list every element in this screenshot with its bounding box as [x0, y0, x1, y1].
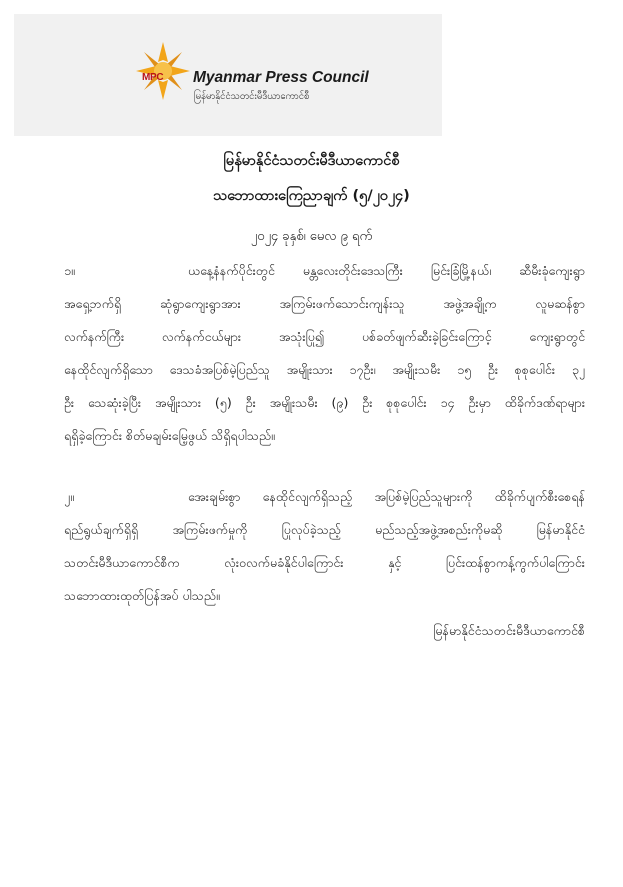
paragraph-text: အေးချမ်းစွာ နေထိုင်လျက်ရှိသည့် အပြစ်မဲ့ပြည်သူများကို ထိခိုက်ပျက်စီးစေရန် [188, 489, 585, 504]
paragraph-line: သဘောထားထုတ်ပြန်အပ် ပါသည်။ [64, 588, 220, 603]
paragraph-line [64, 480, 585, 513]
logo-subtitle: မြန်မာနိုင်ငံသတင်းမီဒီယာကောင်စီ [194, 91, 310, 102]
press-council-logo-icon [134, 40, 192, 102]
paragraph-line: အရှေ့ဘက်ရှိ ဆုံရွာကျေးရွာအား အကြမ်းဖက်သောင်းကျန်းသူ အဖွဲ့အချို့က လူမဆန်စွာ [64, 296, 585, 311]
paragraph-1 [64, 254, 585, 452]
paragraph-number: ၂။ [64, 489, 74, 504]
logo-name: Myanmar Press Council [193, 69, 369, 86]
paragraph-line: ဦး သေဆုံးခဲ့ပြီး အမျိုးသား (၅) ဦး အမျိုးသမီး (၉) ဦး စုစုပေါင်း ၁၄ ဦးမှာ ထိခိုက်ဒဏ်ရာများ [64, 395, 585, 410]
paragraph-number: ၁။ [64, 263, 75, 278]
statement-date: ၂၀၂၄ ခုနှစ်၊ မေလ ၉ ရက် [250, 229, 373, 244]
paragraph-line: လက်နက်ကြီး လက်နက်ငယ်များ အသုံးပြု၍ ပစ်ခတ်ဖျက်ဆီးခဲ့ခြင်းကြောင့် ကျေးရွာတွင် [64, 329, 585, 344]
paragraph-2 [64, 480, 585, 612]
paragraph-line: နေထိုင်လျက်ရှိသော ဒေသခံအပြစ်မဲ့ပြည်သူ အမျိုးသား ၁၇ဦး၊ အမျိုးသမီး ၁၅ ဦး စုစုပေါင်း ၃၂ [64, 362, 585, 377]
organization-heading: မြန်မာနိုင်ငံသတင်းမီဒီယာကောင်စီ [223, 153, 400, 169]
statement-title: သဘောထားကြေညာချက် (၅/၂၀၂၄) [213, 188, 410, 204]
logo-abbreviation: MPC [142, 72, 164, 83]
paragraph-line: ရရှိခဲ့ကြောင်း စိတ်မချမ်းမြေ့ဖွယ် သိရှိရပါသည်။ [64, 428, 275, 443]
paragraph-line: သတင်းမီဒီယာကောင်စီက လုံးဝလက်မခံနိုင်ပါကြောင်း နှင့် ပြင်းထန်စွာကန့်ကွက်ပါကြောင်း [64, 555, 585, 570]
paragraph-line [64, 254, 585, 287]
logo-block [14, 14, 442, 136]
paragraph-text: ယနေ့နံနက်ပိုင်းတွင် မန္တလေးတိုင်းဒေသကြီး မြင်းခြံမြို့နယ်၊ ဆီမီးခုံကျေးရွာ [188, 263, 585, 278]
signature: မြန်မာနိုင်ငံသတင်းမီဒီယာကောင်စီ [433, 623, 585, 638]
paragraph-line: ရည်ရွယ်ချက်ရှိရှိ အကြမ်းဖက်မှုကို ပြုလုပ်ခဲ့သည့် မည်သည့်အဖွဲ့အစည်းကိုမဆို မြန်မာနိုင်ငံ [64, 522, 585, 537]
